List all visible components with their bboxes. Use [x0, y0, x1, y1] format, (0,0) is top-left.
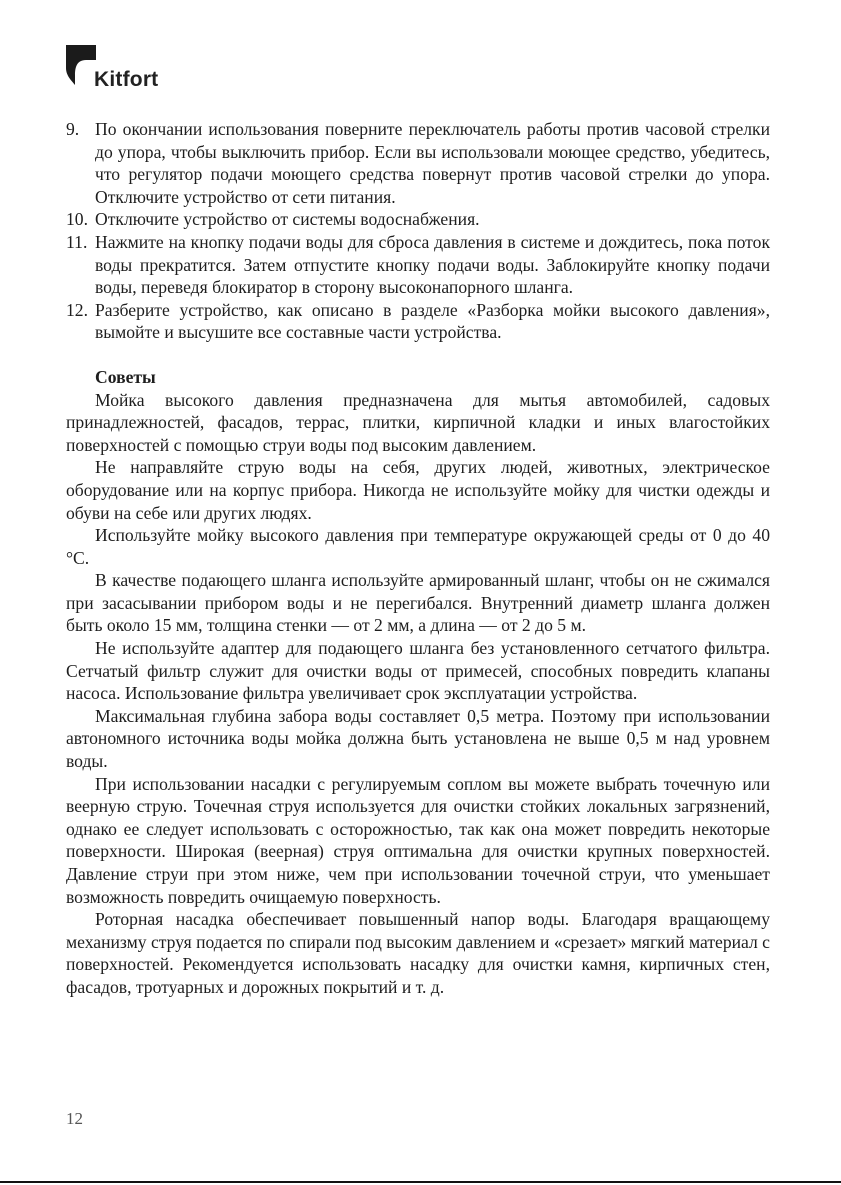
- step-text: Отключите устройство от системы водоснабжения.: [95, 209, 480, 230]
- step-text: Нажмите на кнопку подачи воды для сброса давления в системе и дождитесь, пока поток воды прекратится. Затем отпустите кнопку подачи воды. Заблокируйте кнопку подачи воды, переведя блокиратор в сторону высоконапорного шланга.: [95, 231, 770, 298]
- step-number: 10.: [66, 209, 88, 230]
- tips-section: [66, 366, 770, 999]
- instruction-steps: [66, 118, 770, 344]
- tips-paragraph: В качестве подающего шланга используйте армированный шланг, чтобы он не сжимался при засасывании прибором воды и не перегибался. Внутренний диаметр шланга должен быть около 15 мм, толщина стенки — от 2 мм, а длина — от 2 до 5 м.: [66, 570, 770, 636]
- bottom-divider: [0, 1181, 841, 1183]
- step-number: 9.: [66, 119, 80, 139]
- tips-paragraph: Используйте мойку высокого давления при температуре окружающей среды от 0 до 40 °С.: [66, 525, 770, 568]
- step-number: 11.: [66, 231, 88, 252]
- step-item: [66, 231, 770, 299]
- tips-paragraph: Мойка высокого давления предназначена для мытья автомобилей, садовых принадлежностей, фасадов, террас, плитки, кирпичной кладки и иных влагостойких поверхностей с помощью струи воды под высоким давлением.: [66, 389, 770, 455]
- page-number: 12: [66, 1109, 83, 1128]
- tips-paragraph: Роторная насадка обеспечивает повышенный напор воды. Благодаря вращающему механизму струя подается по спирали под высоким давлением и «срезает» мягкий материал с поверхностей. Рекомендуется использовать насадку для очистки камня, кирпичных стен, фасадов, тротуарных и дорожных покрытий и т. д.: [66, 909, 770, 997]
- brand-name: Kitfort: [94, 68, 159, 91]
- step-text: Разберите устройство, как описано в разделе «Разборка мойки высокого давления», вымойте и высушите все составные части устройства.: [95, 299, 770, 343]
- step-text: По окончании использования поверните переключатель работы против часовой стрелки до упора, чтобы выключить прибор. Если вы использовали моющее средство, убедитесь, что регулятор подачи моющего средства повернут против часовой стрелки до упора. Отключите устройство от сети питания.: [95, 119, 770, 207]
- tips-paragraph: Максимальная глубина забора воды составляет 0,5 метра. Поэтому при использовании автономного источника воды мойка должна быть установлена не выше 0,5 м над уровнем воды.: [66, 705, 770, 772]
- tips-paragraph: При использовании насадки с регулируемым соплом вы можете выбрать точечную или веерную струю. Точечная струя используется для очистки стойких локальных загрязнений, однако ее следует использовать с осторожностью, так как она может повредить некоторые поверхности. Широкая (веерная) струя оптимальна для очистки крупных поверхностей. Давление струи при этом ниже, чем при использовании точечной струи, что уменьшает возможность повредить очищаемую поверхность.: [66, 773, 770, 907]
- step-item: [66, 208, 770, 231]
- tips-paragraph: Не используйте адаптер для подающего шланга без установленного сетчатого фильтра. Сетчатый фильтр служит для очистки воды от примесей, способных повредить клапаны насоса. Использование фильтра увеличивает срок эксплуатации устройства.: [66, 638, 770, 704]
- step-number: 12.: [66, 299, 88, 320]
- page-content: [66, 118, 770, 999]
- step-item: [66, 118, 770, 208]
- tips-paragraph: Не направляйте струю воды на себя, других людей, животных, электрическое оборудование или на корпус прибора. Никогда не используйте мойку для чистки одежды и обуви на себе или других людях.: [66, 457, 770, 523]
- tips-heading: Советы: [95, 366, 156, 387]
- step-item: [66, 299, 770, 344]
